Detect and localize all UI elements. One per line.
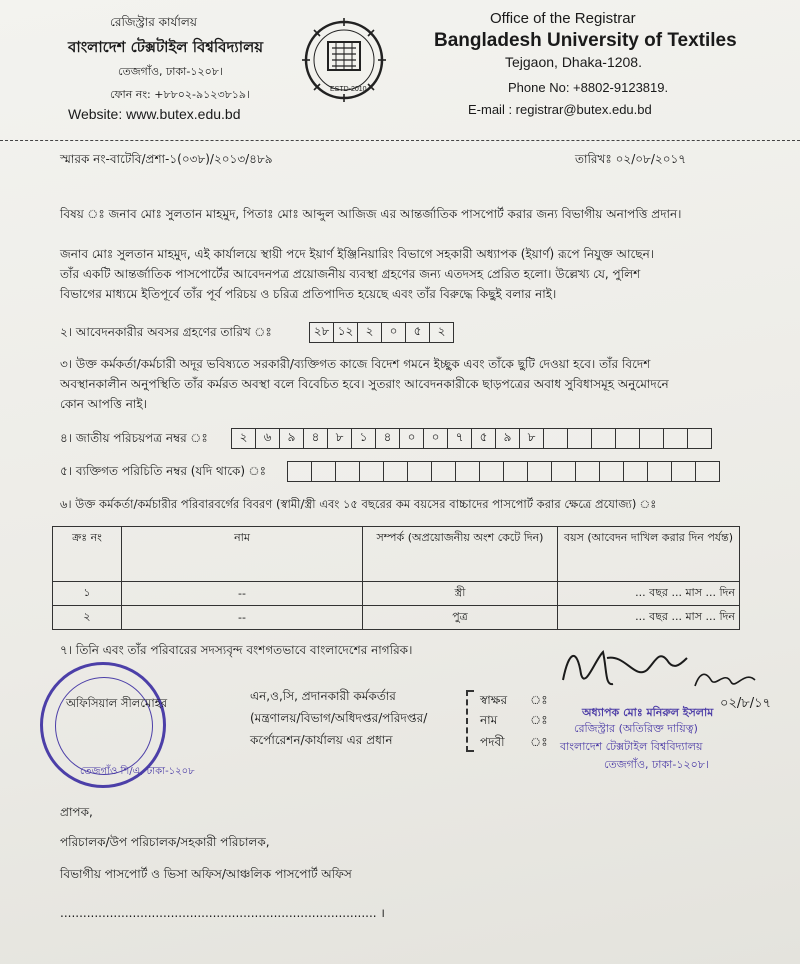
date-digit: ২ — [429, 322, 454, 343]
nid-digit — [639, 428, 664, 449]
noc-authority-line-1: এন,ও,সি, প্রদানকারী কর্মকর্তার — [250, 689, 396, 703]
recipient-line-1: পরিচালক/উপ পরিচালক/সহকারী পরিচালক, — [60, 835, 270, 849]
nid-digit — [567, 428, 592, 449]
item3-line-1: ৩। উক্ত কর্মকর্তা/কর্মচারী অদূর ভবিষ্যতে সরকারী/ব্যক্তিগত কাজে বিদেশ গমনে ইচ্ছুক এবং তাঁকে ছুটি দেওয়া হবে। তাঁর বিদেশ — [60, 357, 651, 371]
signatory-address: তেজগাঁও, ঢাকা-১২০৮। — [604, 758, 709, 771]
nid-digit: ৫ — [471, 428, 496, 449]
email-en[interactable]: E-mail : registrar@butex.edu.bd — [468, 102, 652, 117]
designation-label: পদবী — [480, 735, 505, 749]
nid-label: ৪। জাতীয় পরিচয়পত্র নম্বর ঃ — [60, 431, 208, 445]
personal-id-label: ৫। ব্যক্তিগত পরিচিতি নম্বর (যদি থাকে) ঃ — [60, 464, 267, 478]
signature-label: স্বাক্ষর — [480, 693, 508, 707]
phone-en: Phone No: +8802-9123819. — [508, 80, 669, 95]
family-details-label: ৬। উক্ত কর্মকর্তা/কর্মচারীর পরিবারবর্গের বিবরণ (স্বামী/স্ত্রী এবং ১৫ বছরের কম বয়সের বাচ্চাদের পাসপোর্ট করার ক্ষেত্রে প্রযোজ্য) ঃ — [60, 497, 657, 511]
noc-authority-line-2: (মন্ত্রণালয়/বিভাগ/অধিদপ্তর/পরিদপ্তর/ — [250, 711, 428, 725]
memo-number: স্মারক নং-বাটেবি/প্রশা-১(০৩৮)/২০১৩/৪৮৯ — [60, 152, 273, 166]
registrar-office-bn: রেজিস্ট্রার কার্যালয় — [110, 15, 197, 29]
table-header-row — [53, 527, 740, 582]
item3-line-2: অবস্থানকালীন অনুপস্থিতি তাঁর কর্মরত অবস্থা বলে বিবেচিত হবে। সুতরাং আবেদনকারীকে ছাড়পত্রের অবাধ সুবিধাসমূহ অনুমোদনে — [60, 377, 669, 391]
nid-digit — [663, 428, 688, 449]
item3-line-3: কোন আপত্তি নাই। — [60, 397, 147, 411]
table-row — [53, 606, 740, 630]
official-seal-label: অফিসিয়াল সীলমোহর — [66, 696, 168, 710]
address-en: Tejgaon, Dhaka-1208. — [505, 54, 642, 70]
handwritten-signature — [555, 640, 765, 700]
seal-text: তেজগাঁও শি/এ, ঢাকা-১২০৮ — [80, 766, 195, 777]
body-line-3: বিভাগের মাধ্যমে ইতিপূর্বে তাঁর পূর্ব পরিচয় ও চরিত্র প্রতিপাদিত হয়েছে এবং তাঁর বিরুদ্ধে কিছুই বলার নাই। — [60, 287, 557, 301]
col-relation: সম্পর্ক (অপ্রয়োজনীয় অংশ কেটে দিন) — [363, 527, 558, 582]
nid-digit: ৯ — [279, 428, 304, 449]
col-serial: ক্রঃ নং — [53, 527, 122, 582]
university-logo — [302, 12, 386, 116]
name-label: নাম — [480, 713, 498, 727]
nid-digit: ০ — [399, 428, 424, 449]
university-name-en: Bangladesh University of Textiles — [434, 30, 737, 51]
date-digit: ২ — [357, 322, 382, 343]
office-of-registrar: Office of the Registrar — [490, 10, 636, 27]
noc-authority-line-3: কর্পোরেশন/কার্যালয় এর প্রধান — [250, 733, 393, 747]
cell-age: ... বছর ... মাস ... দিন — [558, 606, 740, 630]
nid-digit: ৪ — [303, 428, 328, 449]
col-name: নাম — [122, 527, 363, 582]
cell-relation: স্ত্রী — [363, 582, 558, 606]
name-colon: ঃ — [530, 713, 548, 727]
date-digit: ৫ — [405, 322, 430, 343]
nid-digit: ৭ — [447, 428, 472, 449]
phone-bn: ফোন নং: +৮৮০২-৯১২৩৮১৯। — [110, 88, 250, 101]
recipient-blank-line: ................................................................................... । — [60, 906, 385, 920]
nid-digit — [687, 428, 712, 449]
designation-colon: ঃ — [530, 735, 548, 749]
cell-age: ... বছর ... মাস ... দিন — [558, 582, 740, 606]
cell-relation: পুত্র — [363, 606, 558, 630]
nid-digit — [543, 428, 568, 449]
website[interactable]: Website: www.butex.edu.bd — [68, 106, 241, 122]
nid-digit: ৯ — [495, 428, 520, 449]
university-name-bn: বাংলাদেশ টেক্সটাইল বিশ্ববিদ্যালয় — [68, 38, 264, 56]
body-line-2: তাঁর একটি আন্তর্জাতিক পাসপোর্টের আবেদনপত্র প্রয়োজনীয় ব্যবস্থা গ্রহণের জন্য এতদসহ প্রেরিত হলো। উল্লেখ্য যে, পুলিশ — [60, 267, 641, 281]
family-table — [52, 526, 740, 630]
signature-colon: ঃ — [530, 693, 548, 707]
body-line-1: জনাব মোঃ সুলতান মাহমুদ, এই কার্যালয়ে স্থায়ী পদে ইয়ার্ণ ইঞ্জিনিয়ারিং বিভাগে সহকারী অধ্যাপক (ইয়ার্ণ) রূপে নিযুক্ত আছেন। — [60, 247, 655, 261]
table-row — [53, 582, 740, 606]
retirement-date-boxes — [310, 322, 454, 343]
nid-digit: ৪ — [375, 428, 400, 449]
nid-digit: ৮ — [519, 428, 544, 449]
date-digit: ২৮ — [309, 322, 334, 343]
memo-date: তারিখঃ ০২/০৮/২০১৭ — [575, 152, 687, 166]
personal-id-boxes — [288, 461, 720, 482]
nid-digit — [615, 428, 640, 449]
cell-name: -- — [122, 606, 363, 630]
nid-boxes — [232, 428, 712, 449]
nid-digit: ১ — [351, 428, 376, 449]
address-bn: তেজগাঁও, ঢাকা-১২০৮। — [118, 65, 223, 78]
cell-name: -- — [122, 582, 363, 606]
logo-established: ESTD-2010 — [330, 86, 367, 93]
nid-digit: ০ — [423, 428, 448, 449]
nid-digit: ৬ — [255, 428, 280, 449]
retirement-date-label: ২। আবেদনকারীর অবসর গ্রহণের তারিখ ঃ — [60, 325, 272, 339]
citizenship-statement: ৭। তিনি এবং তাঁর পরিবারের সদস্যবৃন্দ বংশগতভাবে বাংলাদেশের নাগরিক। — [60, 643, 413, 657]
header-divider — [0, 140, 800, 141]
cell-serial: ২ — [53, 606, 122, 630]
signature-date: ০২/৮/১৭ — [720, 696, 771, 711]
nid-digit: ২ — [231, 428, 256, 449]
signatory-name: অধ্যাপক মোঃ মনিরুল ইসলাম — [582, 706, 714, 719]
nid-digit: ৮ — [327, 428, 352, 449]
subject-line: বিষয় ঃ জনাব মোঃ সুলতান মাহমুদ, পিতাঃ মোঃ আব্দুল আজিজ এর আন্তর্জাতিক পাসপোর্ট করার জন্য বিভাগীয় অনাপত্তি প্রদান। — [60, 207, 682, 221]
cell-serial: ১ — [53, 582, 122, 606]
col-age: বয়স (আবেদন দাখিল করার দিন পর্যন্ত) — [558, 527, 740, 582]
recipient-line-2: বিভাগীয় পাসপোর্ট ও ভিসা অফিস/আঞ্চলিক পাসপোর্ট অফিস — [60, 867, 352, 881]
signature-bracket — [466, 690, 474, 752]
nid-digit — [591, 428, 616, 449]
date-digit: ০ — [381, 322, 406, 343]
signatory-institution: বাংলাদেশ টেক্সটাইল বিশ্ববিদ্যালয় — [560, 740, 703, 753]
recipient-label: প্রাপক, — [60, 805, 93, 819]
date-digit: ১২ — [333, 322, 358, 343]
signatory-designation: রেজিস্ট্রার (অতিরিক্ত দায়িত্ব) — [574, 722, 698, 735]
